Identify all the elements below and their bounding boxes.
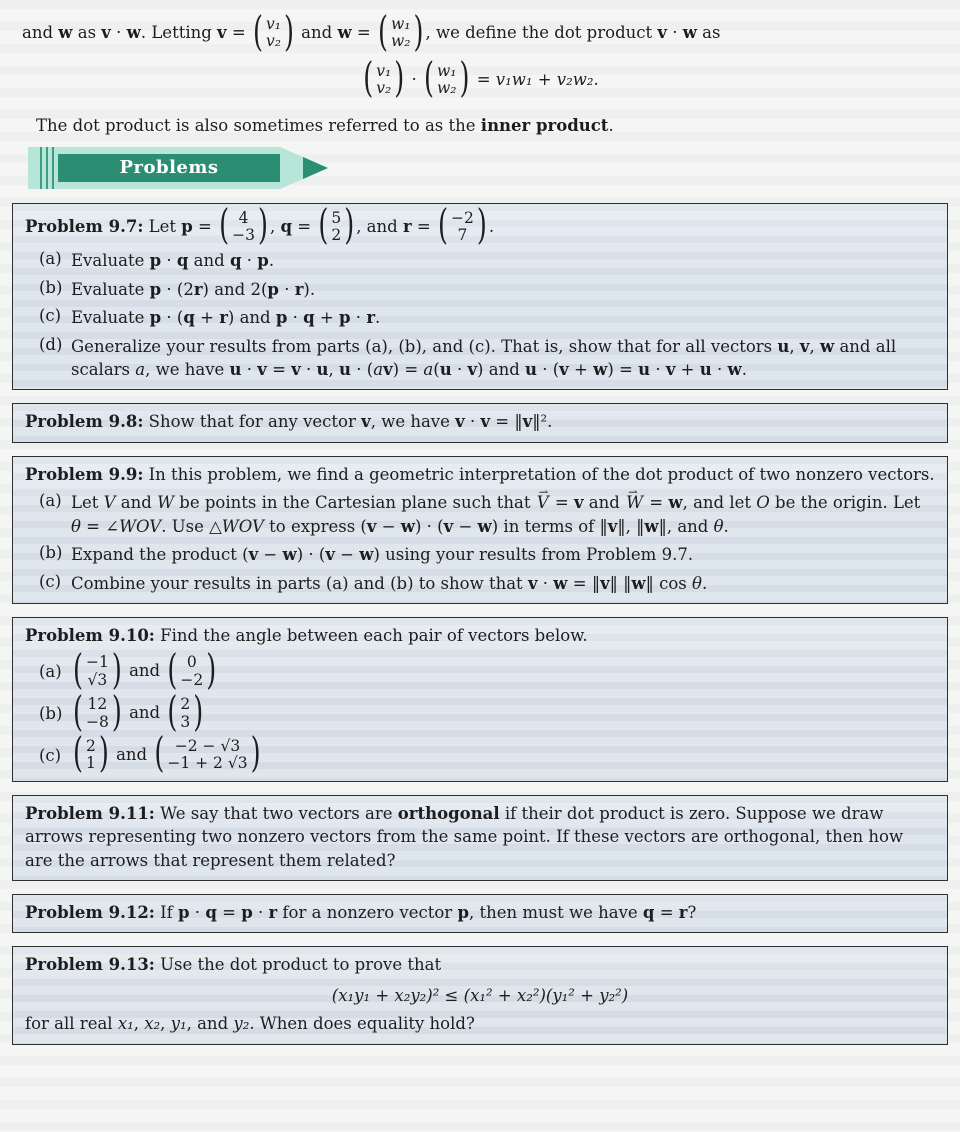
problem-9-7-part-b: [25, 278, 935, 301]
pencil-eraser-stripes-icon: [38, 147, 56, 189]
problem-9-12-statement: Problem 9.12: If p · q = p · r for a nonzero vector p, then must we have q = r?: [25, 902, 697, 922]
problem-9-7-part-d: [25, 335, 935, 382]
part-label: (b): [39, 704, 63, 724]
problem-box-9-12: [12, 894, 948, 933]
problem-box-9-11: [12, 795, 948, 881]
textbook-page: [0, 16, 960, 1045]
column-vector: ( 4 −3 ): [219, 210, 268, 245]
part-label: (c): [39, 306, 62, 326]
problem-box-9-10: [12, 617, 948, 782]
column-vector: ( −1 √3 ): [73, 654, 122, 689]
column-vector: ( 2 1 ): [73, 738, 109, 773]
problem-box-9-8: [12, 403, 948, 442]
problem-9-10-part-c: [25, 738, 935, 773]
problem-9-13-statement: Problem 9.13: Use the dot product to prove that: [25, 955, 442, 975]
problem-9-9-statement: Problem 9.9: In this problem, we find a geometric interpretation of the dot product of two nonzero vectors.: [25, 464, 935, 484]
column-vector: ( v₁ v₂ ): [363, 63, 404, 98]
inner-product-note: The dot product is also sometimes referred to as the inner product.: [36, 115, 614, 135]
part-label: (a): [39, 662, 62, 682]
column-vector: ( w₁ w₂ ): [424, 63, 469, 98]
column-vector: ( −2 − √3 −1 + 2 √3 ): [154, 738, 260, 773]
part-label: (d): [39, 334, 63, 354]
part-content: Evaluate p · (2r) and 2(p · r).: [71, 279, 316, 299]
problem-9-10-part-a: [25, 654, 935, 689]
problem-9-8-statement: Problem 9.8: Show that for any vector v, we have v · v = ‖v‖².: [25, 412, 553, 432]
pencil-point-icon: [303, 157, 328, 179]
problem-9-9-part-a: [25, 491, 935, 538]
part-label: (b): [39, 277, 63, 297]
part-content: ( 12 −8 ) and ( 2 3 ): [71, 696, 935, 731]
column-vector: ( v₁ v₂ ): [253, 16, 294, 51]
problem-9-7-part-a: [25, 249, 935, 272]
problem-9-7-part-c: [25, 306, 935, 329]
part-label: (c): [39, 745, 62, 765]
problem-box-9-7: [12, 203, 948, 391]
banner-label: Problems: [119, 157, 219, 179]
part-content: Generalize your results from parts (a), (b), and (c). That is, show that for all vectors u, v, w and all scalars a, we have u · v = v · u, u · (av) = a(u · v) and u · (v + w) = u · v + u · w.: [71, 336, 897, 380]
intro-paragraph: and w as v · w. Letting v = ( v₁ v₂ ) and w = ( w₁ w₂ ) , we define the dot product v · w as: [22, 16, 932, 51]
problem-9-10-part-b: [25, 696, 935, 731]
column-vector: ( 0 −2 ): [167, 654, 216, 689]
problem-9-9-part-c: [25, 572, 935, 595]
problem-9-11-statement: Problem 9.11: We say that two vectors are orthogonal if their dot product is zero. Suppose we draw arrows representing two nonzero vectors from the same point. If these vectors are orthogonal, then how are the arrows that represent them related?: [25, 803, 904, 870]
column-vector: ( 5 2 ): [318, 210, 354, 245]
part-label: (a): [39, 249, 62, 269]
part-content: Combine your results in parts (a) and (b) to show that v · w = ‖v‖ ‖w‖ cos θ.: [71, 573, 708, 593]
part-content: Expand the product (v − w) · (v − w) using your results from Problem 9.7.: [71, 545, 694, 565]
part-content: Let V and W be points in the Cartesian plane such that V ⇀ = v and W ⇀ = w, and let O be the origin. Let θ = ∠WOV. Use △WOV to express (v − w) · (v − w) in terms of ‖v‖, ‖w‖, and θ.: [71, 491, 935, 538]
problem-9-9-part-b: [25, 543, 935, 566]
part-content: ( −1 √3 ) and ( 0 −2 ): [71, 654, 935, 689]
column-vector: ( 2 3 ): [167, 696, 203, 731]
column-vector: ( −2 7 ): [438, 210, 487, 245]
part-content: Evaluate p · q and q · p.: [71, 251, 275, 271]
problem-box-9-13: [12, 946, 948, 1044]
part-content: ( 2 1 ) and ( −2 − √3 −1 + 2 √3 ): [71, 738, 935, 773]
problem-box-9-9: [12, 456, 948, 604]
problem-9-7-statement: Problem 9.7: Let p = ( 4 −3 ) , q = ( 5 2 ) , and r = ( −2 7 ) .: [25, 210, 935, 245]
part-label: (b): [39, 543, 63, 563]
dot-product-definition-equation: ( v₁ v₂ ) · ( w₁ w₂ ) = v₁w₁ + v₂w₂.: [0, 63, 960, 98]
problems-banner: [25, 145, 335, 191]
part-content: Evaluate p · (q + r) and p · q + p · r.: [71, 308, 381, 328]
problem-9-13-footer: for all real x₁, x₂, y₁, and y₂. When does equality hold?: [25, 1014, 475, 1034]
banner-band: [58, 154, 280, 182]
part-label: (c): [39, 571, 62, 591]
part-label: (a): [39, 491, 62, 511]
column-vector: ( 12 −8 ): [73, 696, 122, 731]
cauchy-schwarz-equation: (x₁y₁ + x₂y₂)² ≤ (x₁² + x₂²)(y₁² + y₂²): [331, 985, 629, 1005]
problem-9-10-statement: Problem 9.10: Find the angle between each pair of vectors below.: [25, 625, 588, 645]
column-vector: ( w₁ w₂ ): [378, 16, 423, 51]
